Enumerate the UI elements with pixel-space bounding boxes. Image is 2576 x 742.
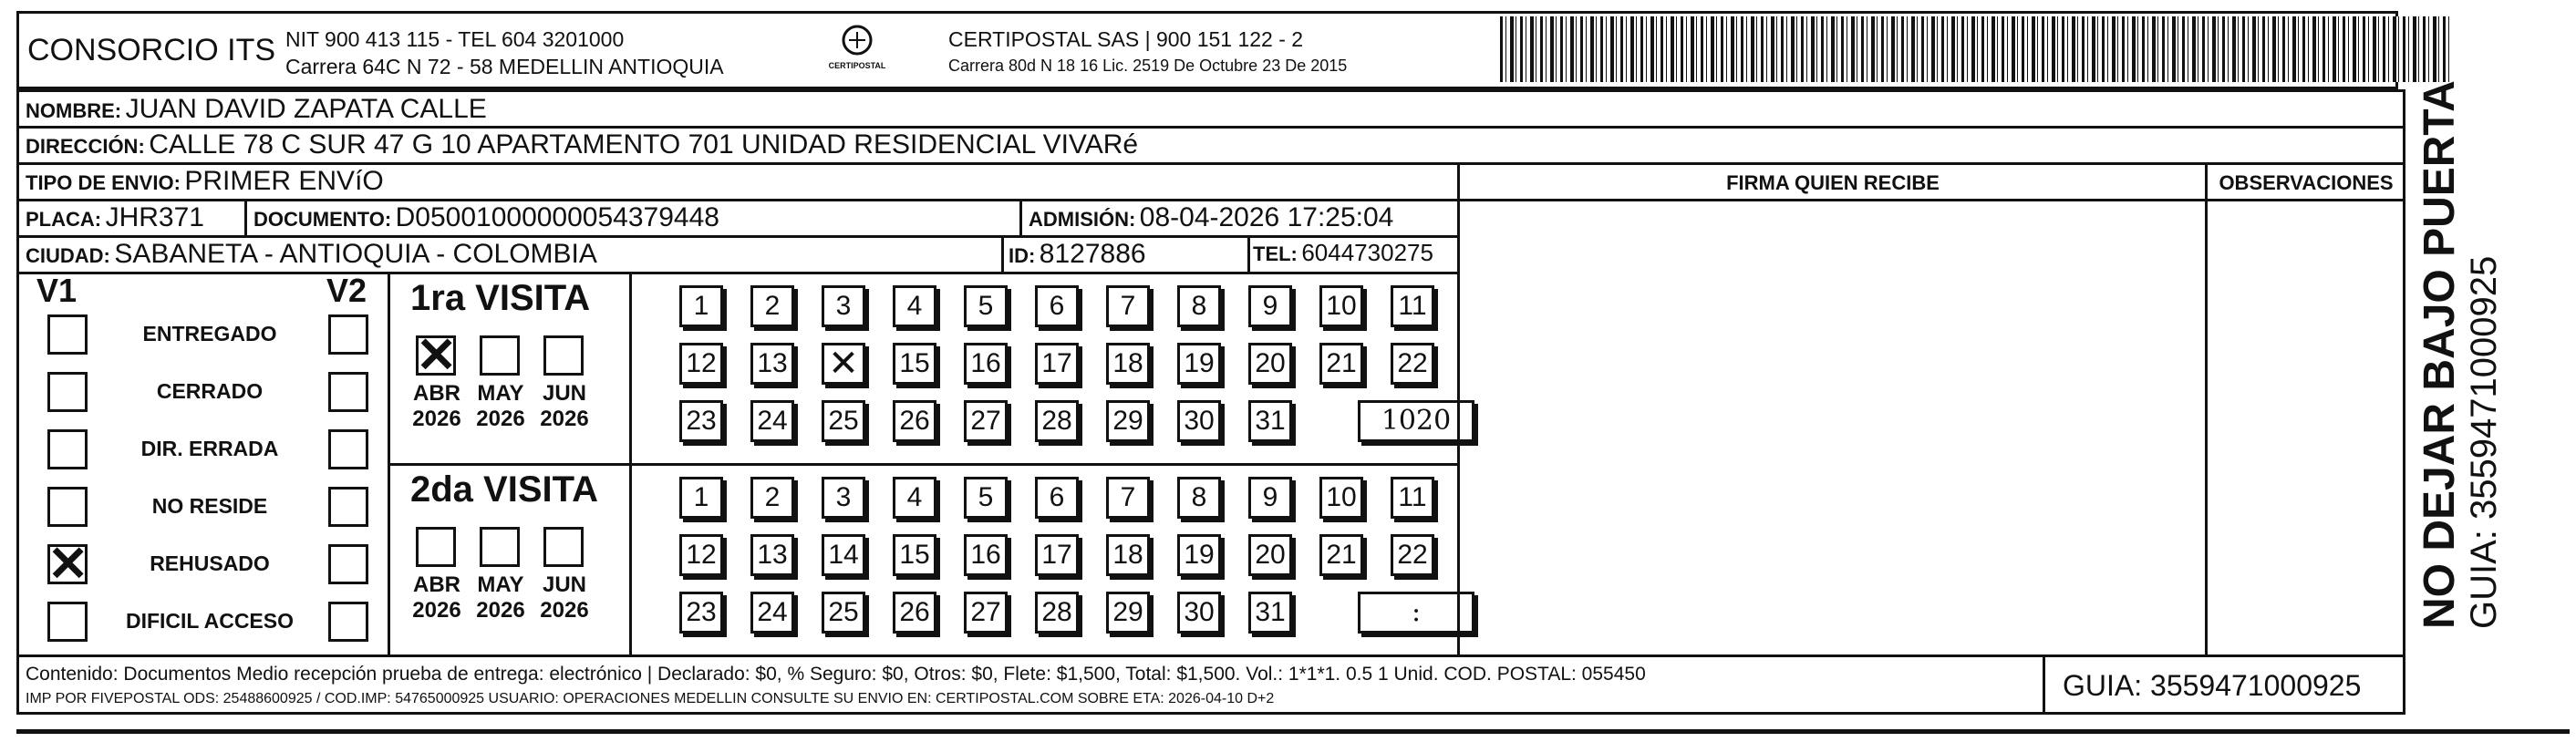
tel-label: TEL:: [1253, 242, 1298, 265]
certipostal-logo: [821, 24, 894, 78]
visita1-year-label: 2026: [412, 407, 461, 431]
id-label: ID:: [1009, 244, 1036, 267]
visita1-month-label: JUN: [542, 381, 586, 406]
status-label: REHUSADO: [150, 551, 270, 575]
nombre-value: JUAN DAVID ZAPATA CALLE: [125, 94, 487, 124]
visita1-day-box[interactable]: 16: [964, 343, 1008, 385]
visita2-day-box[interactable]: 27: [964, 592, 1008, 634]
ciudad-value: SABANETA - ANTIOQUIA - COLOMBIA: [114, 239, 597, 269]
v2-checkbox[interactable]: [328, 487, 368, 527]
visita2-day-box[interactable]: 12: [679, 534, 723, 576]
side-text: [2416, 80, 2504, 629]
v1-checkbox[interactable]: [47, 602, 88, 642]
visita2-day-box[interactable]: 10: [1319, 477, 1363, 519]
visita1-day-box[interactable]: 5: [964, 285, 1008, 327]
visita2-day-box[interactable]: 6: [1035, 477, 1079, 519]
visita1-day-box[interactable]: 17: [1035, 343, 1079, 385]
direccion-row: [26, 129, 1138, 160]
side-line1: NO DEJAR BAJO PUERTA: [2416, 80, 2464, 629]
visita1-day-box[interactable]: 26: [893, 400, 936, 442]
visita1-day-box[interactable]: 13: [750, 343, 794, 385]
direccion-label: DIRECCIÓN:: [26, 135, 145, 158]
visita1-day-box[interactable]: 27: [964, 400, 1008, 442]
visita1-day-box[interactable]: 3: [822, 285, 865, 327]
visita2-day-box[interactable]: 15: [893, 534, 936, 576]
footer-imp: IMP POR FIVEPOSTAL ODS: 25488600925 / COD.IMP: 54765000925 USUARIO: OPERACIONES MEDELLIN CONSULTE SU ENVIO EN: CERTIPOSTAL.COM SOBRE ETA: 2026-04-10 D+2: [26, 691, 1275, 706]
v1-checkbox[interactable]: [47, 537, 89, 592]
visita1-month-checkbox[interactable]: [543, 335, 584, 376]
visita1-day-box[interactable]: 2: [750, 285, 794, 327]
company-name: CONSORCIO ITS: [27, 33, 276, 67]
visita2-day-box[interactable]: 16: [964, 534, 1008, 576]
visita2-day-box[interactable]: 20: [1248, 534, 1292, 576]
admision-cell: [1029, 202, 1393, 233]
v1-checkbox[interactable]: [47, 314, 88, 355]
visita2-month-checkbox[interactable]: [416, 527, 456, 567]
side-line2: GUIA: 3559471000925: [2464, 255, 2504, 629]
visita1-day-box[interactable]: 25: [822, 400, 865, 442]
visita1-year-label: 2026: [476, 407, 525, 431]
v2-checkbox[interactable]: [328, 544, 368, 584]
status-label: CERRADO: [156, 379, 264, 403]
placa-label: PLACA:: [26, 208, 102, 231]
visita2-day-box[interactable]: 25: [822, 592, 865, 634]
visita2-day-box[interactable]: 21: [1319, 534, 1363, 576]
visita2-month-label: ABR: [413, 572, 460, 597]
certi-line2: Carrera 80d N 18 16 Lic. 2519 De Octubre 23 De 2015: [948, 57, 1348, 75]
visita2-day-box[interactable]: 4: [893, 477, 936, 519]
admision-value: 08-04-2026 17:25:04: [1139, 202, 1394, 232]
visita1-day-box[interactable]: 1: [679, 285, 723, 327]
visita2-day-box[interactable]: 11: [1391, 477, 1434, 519]
visita1-day-box[interactable]: 7: [1106, 285, 1150, 327]
visita2-day-box[interactable]: 30: [1177, 592, 1221, 634]
visita2-day-box[interactable]: 13: [750, 534, 794, 576]
placa-cell: [26, 202, 204, 233]
visita1-day-box[interactable]: 6: [1035, 285, 1079, 327]
visita2-day-box[interactable]: 31: [1248, 592, 1292, 634]
visita1-day-box[interactable]: 11: [1391, 285, 1434, 327]
visita1-month-label: MAY: [477, 381, 524, 406]
visita2-day-box[interactable]: 1: [679, 477, 723, 519]
nombre-label: NOMBRE:: [26, 99, 122, 122]
nombre-row: [26, 94, 487, 125]
visita2-day-box[interactable]: 2: [750, 477, 794, 519]
visita1-month-checkbox[interactable]: [480, 335, 520, 376]
certipostal-logo-icon: [841, 24, 874, 57]
visita2-day-box[interactable]: 19: [1177, 534, 1221, 576]
v2-checkbox[interactable]: [328, 372, 368, 412]
visita2-year-label: 2026: [476, 598, 525, 623]
id-cell: [1009, 239, 1146, 270]
footer-guia: GUIA: 3559471000925: [2063, 669, 2362, 702]
x-mark-icon: ✕: [416, 328, 458, 383]
v2-checkbox[interactable]: [328, 429, 368, 469]
visita2-day-box[interactable]: 29: [1106, 592, 1150, 634]
tel-cell: [1253, 239, 1433, 267]
v2-checkbox[interactable]: [328, 602, 368, 642]
company-line1: NIT 900 413 115 - TEL 604 3201000: [285, 27, 625, 51]
status-label: NO RESIDE: [151, 494, 268, 518]
visita2-year-label: 2026: [540, 598, 589, 623]
v2-checkbox[interactable]: [328, 314, 368, 355]
status-label: ENTREGADO: [142, 322, 277, 345]
observaciones-label: OBSERVACIONES: [2219, 171, 2394, 194]
barcode: [1500, 16, 2453, 82]
visita2-day-box[interactable]: 9: [1248, 477, 1292, 519]
visita1-day-box[interactable]: ✕: [822, 343, 865, 385]
x-mark-icon: ✕: [47, 537, 89, 592]
visita1-day-box[interactable]: 23: [679, 400, 723, 442]
logo-text: CERTIPOSTAL: [828, 61, 886, 70]
visita2-day-box[interactable]: 7: [1106, 477, 1150, 519]
tipo-row: [26, 166, 384, 197]
firma-label: FIRMA QUIEN RECIBE: [1726, 171, 1940, 194]
visita2-time-box[interactable]: :: [1358, 592, 1474, 634]
visita2-month-label: MAY: [477, 572, 524, 597]
visita1-year-label: 2026: [540, 407, 589, 431]
visita2-month-label: JUN: [542, 572, 586, 597]
visita1-day-box[interactable]: 12: [679, 343, 723, 385]
documento-value: D05001000000054379448: [395, 202, 719, 232]
visita2-day-box[interactable]: 22: [1391, 534, 1434, 576]
v1-checkbox[interactable]: [47, 487, 88, 527]
documento-cell: [253, 202, 719, 233]
visita2-day-box[interactable]: 23: [679, 592, 723, 634]
visita1-month-label: ABR: [413, 381, 460, 406]
visita1-day-box[interactable]: 8: [1177, 285, 1221, 327]
visita1-title: 1ra VISITA: [410, 278, 591, 318]
v1-label: V1: [36, 272, 78, 309]
visita2-day-box[interactable]: 28: [1035, 592, 1079, 634]
visita1-day-box[interactable]: 24: [750, 400, 794, 442]
visita2-day-box[interactable]: 18: [1106, 534, 1150, 576]
visita1-day-box[interactable]: 21: [1319, 343, 1363, 385]
visita1-day-box[interactable]: 18: [1106, 343, 1150, 385]
visita1-day-box[interactable]: 19: [1177, 343, 1221, 385]
placa-value: JHR371: [105, 202, 204, 232]
visita1-day-box[interactable]: 9: [1248, 285, 1292, 327]
visita2-day-box[interactable]: 26: [893, 592, 936, 634]
footer-contenido: Contenido: Documentos Medio recepción prueba de entrega: electrónico | Declarado: $0, % Seguro: $0, Otros: $0, Flete: $1,500, Total: $1,500. Vol.: 1*1*1. 0.5 1 Unid. COD. POSTAL: 055450: [26, 664, 1646, 685]
company-line2: Carrera 64C N 72 - 58 MEDELLIN ANTIOQUIA: [285, 55, 724, 78]
direccion-value: CALLE 78 C SUR 47 G 10 APARTAMENTO 701 UNIDAD RESIDENCIAL VIVARé: [149, 129, 1139, 160]
visita2-day-box[interactable]: 8: [1177, 477, 1221, 519]
visita1-day-box[interactable]: 22: [1391, 343, 1434, 385]
visita1-day-box[interactable]: 29: [1106, 400, 1150, 442]
v1-checkbox[interactable]: [47, 372, 88, 412]
visita2-month-checkbox[interactable]: [543, 527, 584, 567]
visita2-day-box[interactable]: 24: [750, 592, 794, 634]
status-label: DIR. ERRADA: [140, 437, 279, 460]
visita2-day-box[interactable]: 17: [1035, 534, 1079, 576]
visita1-day-box[interactable]: 15: [893, 343, 936, 385]
status-label: DIFICIL ACCESO: [125, 609, 294, 633]
visita1-day-box[interactable]: 30: [1177, 400, 1221, 442]
certi-line1: CERTIPOSTAL SAS | 900 151 122 - 2: [948, 27, 1304, 51]
v2-label: V2: [326, 272, 367, 309]
visita1-day-box[interactable]: 10: [1319, 285, 1363, 327]
visita2-title: 2da VISITA: [410, 469, 598, 510]
visita2-year-label: 2026: [412, 598, 461, 623]
visita1-day-box[interactable]: 20: [1248, 343, 1292, 385]
ciudad-label: CIUDAD:: [26, 244, 110, 267]
visita2-month-checkbox[interactable]: [480, 527, 520, 567]
visita1-time-box[interactable]: 1020: [1358, 400, 1474, 442]
visita1-month-checkbox[interactable]: [416, 328, 458, 383]
admision-label: ADMISIÓN:: [1029, 208, 1136, 231]
tipo-value: PRIMER ENVíO: [184, 166, 384, 196]
visita1-day-box[interactable]: 31: [1248, 400, 1292, 442]
visita2-day-box[interactable]: 3: [822, 477, 865, 519]
v1-checkbox[interactable]: [47, 429, 88, 469]
documento-label: DOCUMENTO:: [253, 208, 392, 231]
ciudad-cell: [26, 239, 597, 270]
tipo-label: TIPO DE ENVIO:: [26, 171, 181, 194]
visita1-day-box[interactable]: 28: [1035, 400, 1079, 442]
visita2-day-box[interactable]: 14: [822, 534, 865, 576]
id-value: 8127886: [1039, 239, 1146, 269]
visita1-day-box[interactable]: 4: [893, 285, 936, 327]
tel-value: 6044730275: [1301, 239, 1433, 266]
visita2-day-box[interactable]: 5: [964, 477, 1008, 519]
